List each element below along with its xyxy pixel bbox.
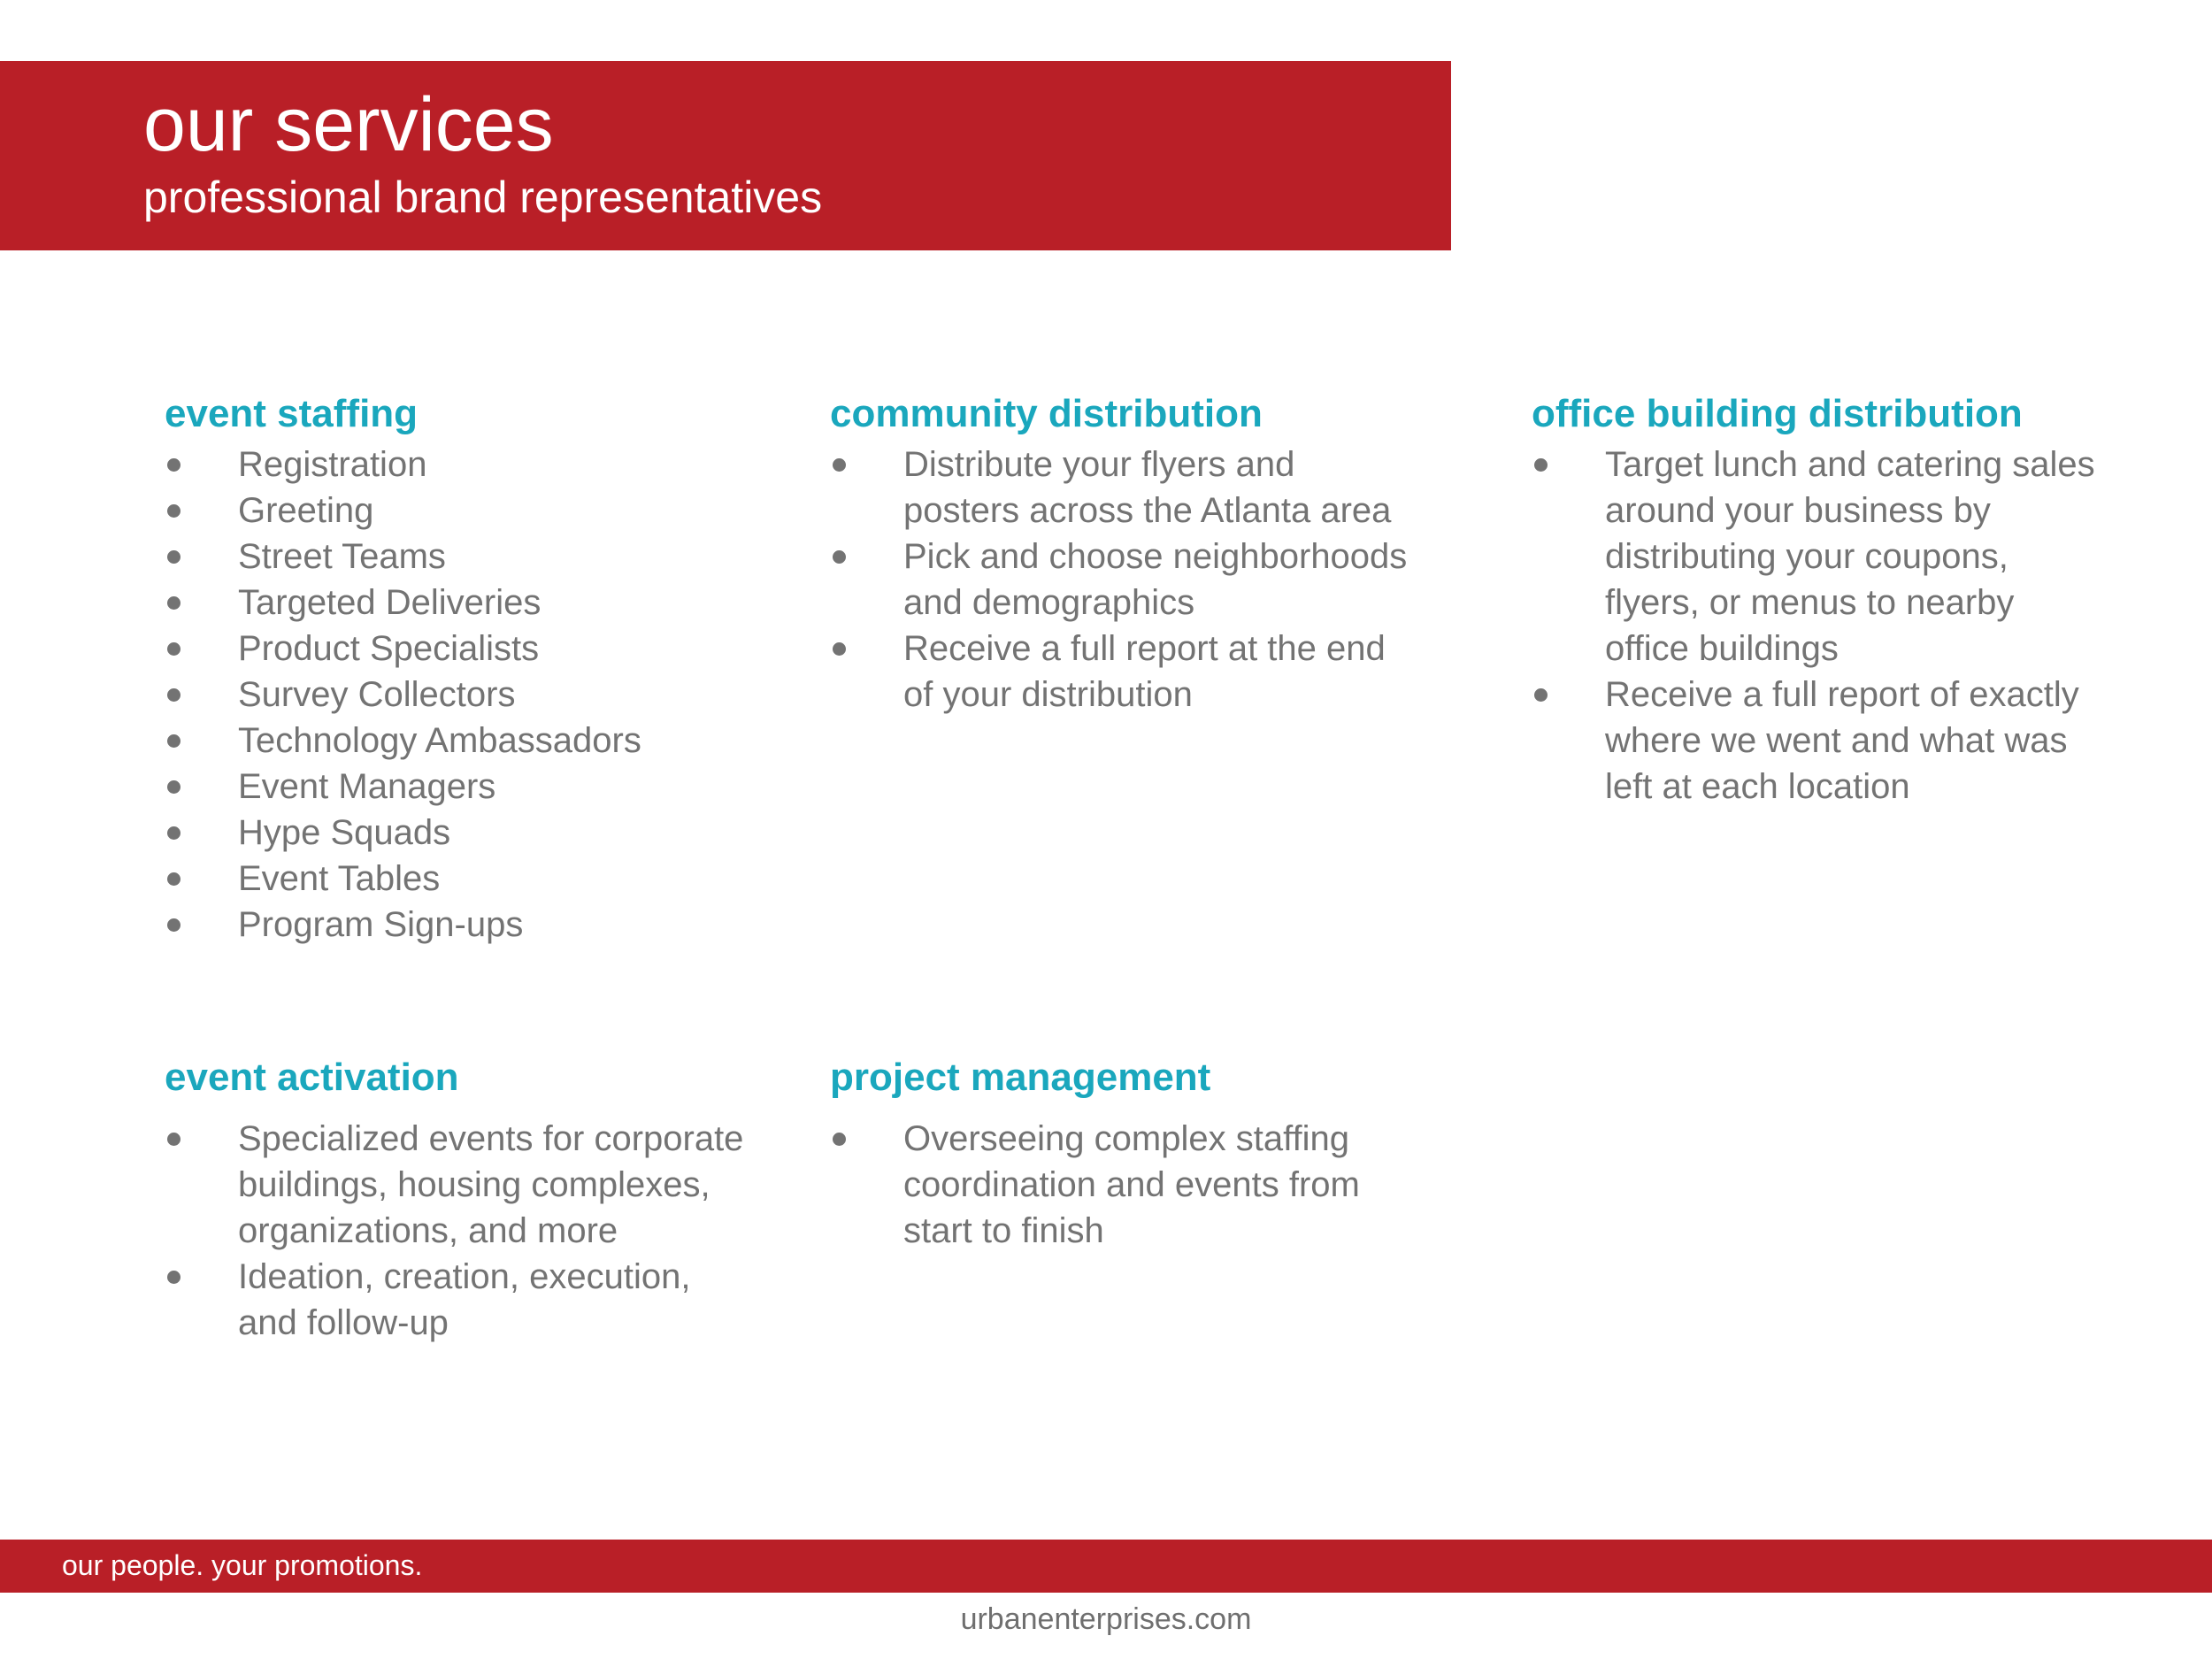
list-item-text: Receive a full report of exactly where we went and what was left at each location xyxy=(1605,674,2079,806)
list-item xyxy=(1532,442,2101,672)
list-item xyxy=(165,1116,751,1254)
bullet-dot-icon xyxy=(167,688,180,702)
bullet-dot-icon xyxy=(833,642,846,656)
list-item-text: Event Managers xyxy=(238,766,496,806)
list-item xyxy=(165,810,766,856)
list-item xyxy=(830,442,1408,534)
bullet-dot-icon xyxy=(167,642,180,656)
bullet-dot-icon xyxy=(833,458,846,472)
bullet-dot-icon xyxy=(167,458,180,472)
list-item-text: Event Tables xyxy=(238,858,441,898)
bullet-dot-icon xyxy=(167,1271,180,1284)
list-item-text: Greeting xyxy=(238,490,374,530)
list-item-text: Receive a full report at the end of your distribution xyxy=(903,628,1386,714)
list-item-text: Product Specialists xyxy=(238,628,540,668)
list-item-text: Targeted Deliveries xyxy=(238,582,541,622)
bullet-dot-icon xyxy=(167,504,180,518)
bullet-dot-icon xyxy=(167,826,180,840)
bullet-dot-icon xyxy=(167,780,180,794)
section-heading: community distribution xyxy=(830,392,1263,435)
list-item-text: Distribute your flyers and posters across the Atlanta area xyxy=(903,444,1392,530)
list-item-text: Specialized events for corporate buildings, housing complexes, organizations, and more xyxy=(238,1118,744,1250)
footer-tagline: our people. your promotions. xyxy=(62,1549,423,1581)
bullet-dot-icon xyxy=(1534,688,1548,702)
list-item xyxy=(1532,672,2101,810)
list-item-text: Hype Squads xyxy=(238,812,451,852)
bullet-list xyxy=(1532,442,2098,810)
bullet-list xyxy=(830,442,1432,718)
section-office-building-distribution xyxy=(1532,391,2098,810)
list-item xyxy=(165,442,766,488)
list-item xyxy=(165,580,766,626)
list-item xyxy=(165,856,766,902)
list-item-text: Registration xyxy=(238,444,427,484)
list-item xyxy=(165,534,766,580)
section-heading: project management xyxy=(830,1056,1211,1099)
list-item-text: Survey Collectors xyxy=(238,674,516,714)
section-event-activation xyxy=(165,1055,766,1346)
bullet-dot-icon xyxy=(167,596,180,610)
bullet-dot-icon xyxy=(1534,458,1548,472)
page-subtitle: professional brand representatives xyxy=(143,173,823,222)
list-item xyxy=(165,626,766,672)
section-event-staffing xyxy=(165,391,766,948)
list-item xyxy=(830,534,1408,626)
bullet-dot-icon xyxy=(167,918,180,932)
list-item xyxy=(165,488,766,534)
bullet-dot-icon xyxy=(167,734,180,748)
bullet-dot-icon xyxy=(167,872,180,886)
footer-website: urbanenterprises.com xyxy=(960,1602,1252,1636)
section-project-management xyxy=(830,1055,1432,1254)
list-item-text: Ideation, creation, execution, and follow-up xyxy=(238,1256,691,1342)
page-title: our services xyxy=(143,82,554,167)
bullet-list xyxy=(830,1116,1432,1254)
list-item xyxy=(165,764,766,810)
list-item-text: Street Teams xyxy=(238,536,446,576)
list-item-text: Technology Ambassadors xyxy=(238,720,641,760)
list-item-text: Pick and choose neighborhoods and demographics xyxy=(903,536,1408,622)
bullet-dot-icon xyxy=(167,550,180,564)
bullet-list xyxy=(165,442,766,948)
bullet-list xyxy=(165,1116,766,1346)
bullet-dot-icon xyxy=(833,1133,846,1146)
list-item-text: Target lunch and catering sales around your business by distributing your coupons, flyers, or menus to nearby office buildings xyxy=(1605,444,2095,668)
section-heading: event activation xyxy=(165,1056,459,1099)
list-item xyxy=(830,626,1408,718)
footer-band xyxy=(0,1540,2212,1593)
list-item-text: Overseeing complex staffing coordination and events from start to finish xyxy=(903,1118,1360,1250)
bullet-dot-icon xyxy=(833,550,846,564)
list-item xyxy=(165,718,766,764)
section-community-distribution xyxy=(830,391,1432,718)
section-heading: office building distribution xyxy=(1532,392,2023,435)
list-item xyxy=(165,672,766,718)
section-heading: event staffing xyxy=(165,392,419,435)
list-item-text: Program Sign-ups xyxy=(238,904,524,944)
list-item xyxy=(165,1254,751,1346)
list-item xyxy=(165,902,766,948)
list-item xyxy=(830,1116,1408,1254)
bullet-dot-icon xyxy=(167,1133,180,1146)
